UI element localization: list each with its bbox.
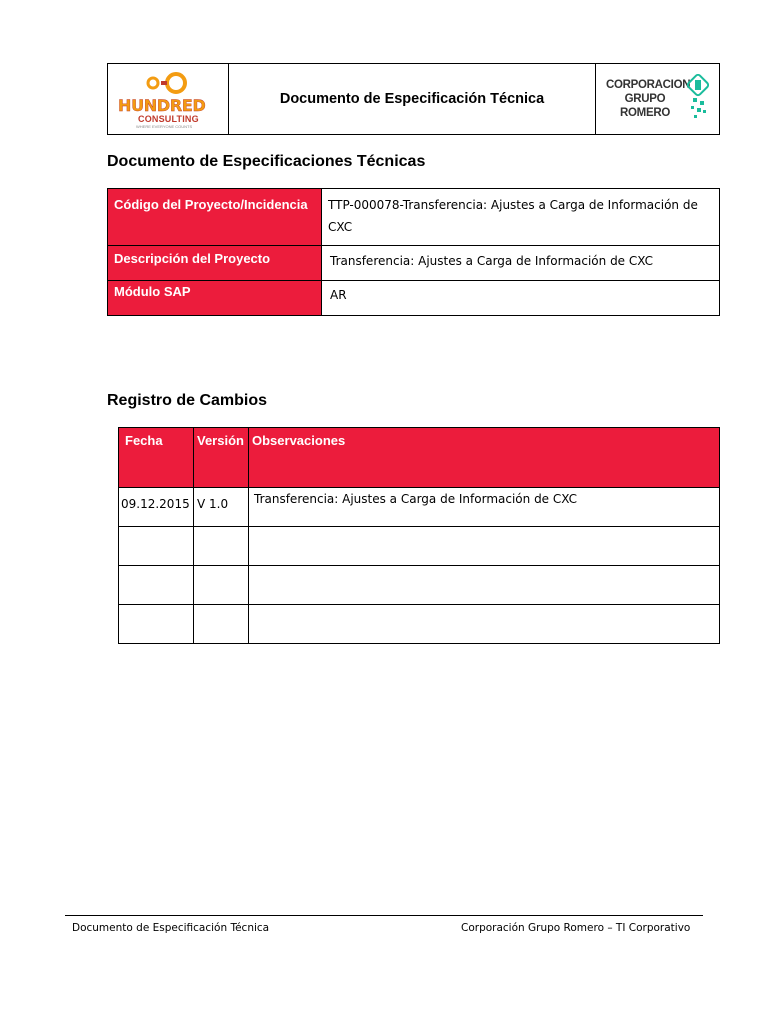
changes-table bbox=[118, 427, 720, 644]
grupo-romero-emblem-icon bbox=[687, 74, 709, 122]
table-row bbox=[108, 246, 720, 281]
hundred-consulting-logo bbox=[108, 64, 229, 134]
changes-section-title: Registro de Cambios bbox=[107, 392, 268, 409]
hundred-logo-tagline: WHERE EVERYONE COUNTS bbox=[136, 124, 193, 129]
document-header bbox=[107, 63, 720, 135]
document-header-title: Documento de Especificación Técnica bbox=[279, 91, 545, 107]
table-row bbox=[119, 566, 720, 605]
change-date bbox=[119, 527, 194, 566]
spec-value: TTP-000078-Transferencia: Ajustes a Carga de Información de CXC bbox=[322, 189, 720, 246]
hundred-logo-name: HUNDRED bbox=[118, 96, 206, 115]
grupo-romero-logo bbox=[595, 64, 719, 134]
spec-label: Módulo SAP bbox=[108, 281, 322, 316]
hundred-logo-icon bbox=[146, 71, 192, 95]
spec-value: AR bbox=[322, 281, 720, 316]
footer-divider bbox=[65, 915, 703, 916]
hundred-logo-sub: CONSULTING bbox=[138, 114, 199, 124]
spec-label: Descripción del Proyecto bbox=[108, 246, 322, 281]
change-version bbox=[194, 566, 249, 605]
change-version: V 1.0 bbox=[194, 488, 249, 527]
change-notes: Transferencia: Ajustes a Carga de Información de CXC bbox=[249, 488, 720, 527]
change-version bbox=[194, 605, 249, 644]
grupo-romero-logo-text bbox=[606, 78, 691, 120]
footer-left-text: Documento de Especificación Técnica bbox=[72, 922, 270, 934]
change-notes bbox=[249, 566, 720, 605]
change-date bbox=[119, 566, 194, 605]
spec-section-title: Documento de Especificaciones Técnicas bbox=[107, 153, 426, 170]
change-date: 09.12.2015 bbox=[119, 488, 194, 527]
header-version: Versión bbox=[194, 428, 249, 488]
grupo-romero-line1: CORPORACION bbox=[606, 79, 691, 91]
spec-value: Transferencia: Ajustes a Carga de Información de CXC bbox=[322, 246, 720, 281]
table-row bbox=[119, 605, 720, 644]
table-row bbox=[119, 488, 720, 527]
header-notes: Observaciones bbox=[249, 428, 720, 488]
table-row bbox=[119, 527, 720, 566]
spec-table bbox=[107, 188, 720, 316]
change-version bbox=[194, 527, 249, 566]
changes-header-row bbox=[119, 428, 720, 488]
grupo-romero-line3: ROMERO bbox=[620, 107, 670, 119]
change-notes bbox=[249, 527, 720, 566]
footer-right-text: Corporación Grupo Romero – TI Corporativo bbox=[461, 922, 691, 934]
change-date bbox=[119, 605, 194, 644]
header-date: Fecha bbox=[119, 428, 194, 488]
spec-label: Código del Proyecto/Incidencia bbox=[108, 189, 322, 246]
table-row bbox=[108, 189, 720, 246]
grupo-romero-line2: GRUPO bbox=[624, 93, 666, 105]
change-notes bbox=[249, 605, 720, 644]
table-row bbox=[108, 281, 720, 316]
